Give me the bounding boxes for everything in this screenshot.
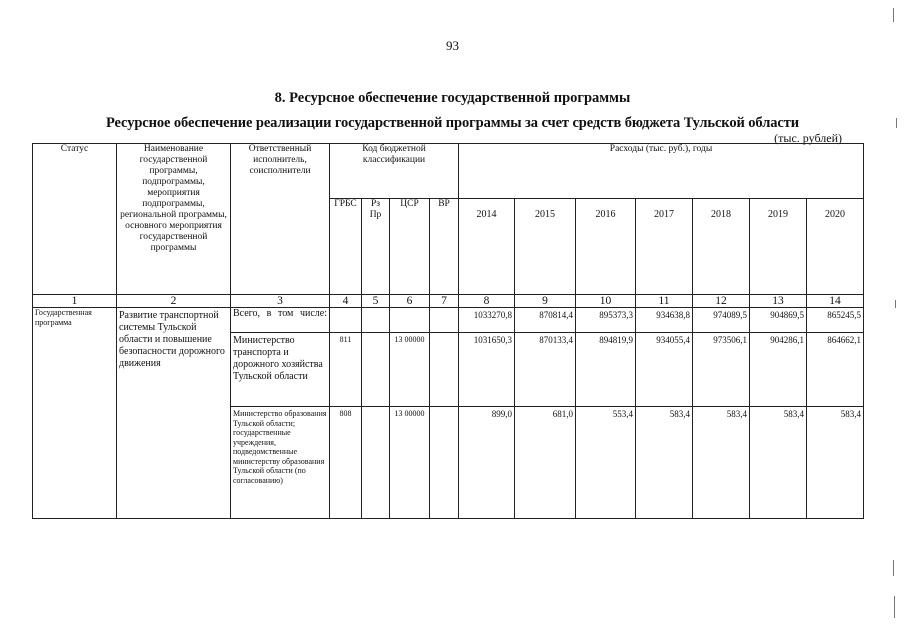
table-row [33, 308, 864, 333]
table-title: Ресурсное обеспечение реализации государственной программы за счет средств бюджета Тульской области [105, 115, 800, 131]
scan-mark [893, 560, 894, 576]
row-value: 894819,9 [576, 333, 636, 407]
row-value: 974089,5 [693, 308, 750, 333]
row-value: 1033270,8 [459, 308, 515, 333]
row-rz-pr [362, 407, 390, 519]
row-value: 583,4 [636, 407, 693, 519]
scan-mark [893, 8, 894, 22]
header-year: 2019 [750, 199, 807, 295]
row-value: 870133,4 [515, 333, 576, 407]
column-number: 7 [430, 295, 459, 308]
header-year: 2014 [459, 199, 515, 295]
row-value: 934055,4 [636, 333, 693, 407]
row-executor: Всего, в том числе: [231, 308, 330, 333]
header-vr: ВР [430, 199, 459, 295]
scan-mark [895, 300, 896, 308]
row-value: 973506,1 [693, 333, 750, 407]
units-label: (тыс. рублей) [774, 131, 842, 145]
row-csr: 13 00000 [390, 333, 430, 407]
column-number: 5 [362, 295, 390, 308]
column-number: 11 [636, 295, 693, 308]
row-rz-pr [362, 308, 390, 333]
row-grbs [330, 308, 362, 333]
row-value: 583,4 [807, 407, 864, 519]
resource-table [32, 143, 864, 519]
row-value: 899,0 [459, 407, 515, 519]
header-year: 2015 [515, 199, 576, 295]
row-vr [430, 308, 459, 333]
row-value: 865245,5 [807, 308, 864, 333]
section-title: 8. Ресурсное обеспечение государственной программы [274, 90, 631, 106]
column-number: 9 [515, 295, 576, 308]
scan-mark [894, 596, 895, 618]
row-status: Государственная программа [33, 308, 117, 519]
row-value: 1031650,3 [459, 333, 515, 407]
header-csr: ЦСР [390, 199, 430, 295]
header-year: 2018 [693, 199, 750, 295]
row-value: 870814,4 [515, 308, 576, 333]
column-number: 6 [390, 295, 430, 308]
column-number-row [33, 295, 864, 308]
row-vr [430, 407, 459, 519]
header-row-1 [33, 144, 864, 199]
column-number: 4 [330, 295, 362, 308]
header-year: 2020 [807, 199, 864, 295]
row-executor: Министерство транспорта и дорожного хозяйства Тульской области [231, 333, 330, 407]
row-csr: 13 00000 [390, 407, 430, 519]
row-executor: Министерство образования Тульской области; государственные учреждения, подведомственные министерству образования Тульской области (по согласованию) [231, 407, 330, 519]
header-budget-code: Код бюджетной классификации [330, 144, 459, 199]
column-number: 12 [693, 295, 750, 308]
row-value: 583,4 [693, 407, 750, 519]
row-program-name: Развитие транспортной системы Тульской области и повышение безопасности дорожного движения [117, 308, 231, 519]
column-number: 10 [576, 295, 636, 308]
column-number: 13 [750, 295, 807, 308]
column-number: 2 [117, 295, 231, 308]
page-number: 93 [446, 38, 459, 53]
row-csr [390, 308, 430, 333]
row-vr [430, 333, 459, 407]
row-value: 583,4 [750, 407, 807, 519]
scan-mark [896, 118, 897, 128]
row-value: 934638,8 [636, 308, 693, 333]
row-value: 895373,3 [576, 308, 636, 333]
column-number: 8 [459, 295, 515, 308]
row-value: 553,4 [576, 407, 636, 519]
column-number: 1 [33, 295, 117, 308]
row-value: 681,0 [515, 407, 576, 519]
header-year: 2017 [636, 199, 693, 295]
row-value: 904286,1 [750, 333, 807, 407]
header-executor: Ответственный исполнитель, соисполнители [231, 144, 330, 295]
row-rz-pr [362, 333, 390, 407]
row-grbs: 811 [330, 333, 362, 407]
row-value: 904869,5 [750, 308, 807, 333]
column-number: 3 [231, 295, 330, 308]
header-status: Статус [33, 144, 117, 295]
row-value: 864662,1 [807, 333, 864, 407]
header-year: 2016 [576, 199, 636, 295]
header-expenses: Расходы (тыс. руб.), годы [459, 144, 864, 199]
header-rz-pr: Рз Пр [362, 199, 390, 295]
header-name: Наименование государственной программы, подпрограммы, мероприятия подпрограммы, региональной программы, основного мероприятия государственной программы [117, 144, 231, 295]
row-grbs: 808 [330, 407, 362, 519]
column-number: 14 [807, 295, 864, 308]
header-grbs: ГРБС [330, 199, 362, 295]
